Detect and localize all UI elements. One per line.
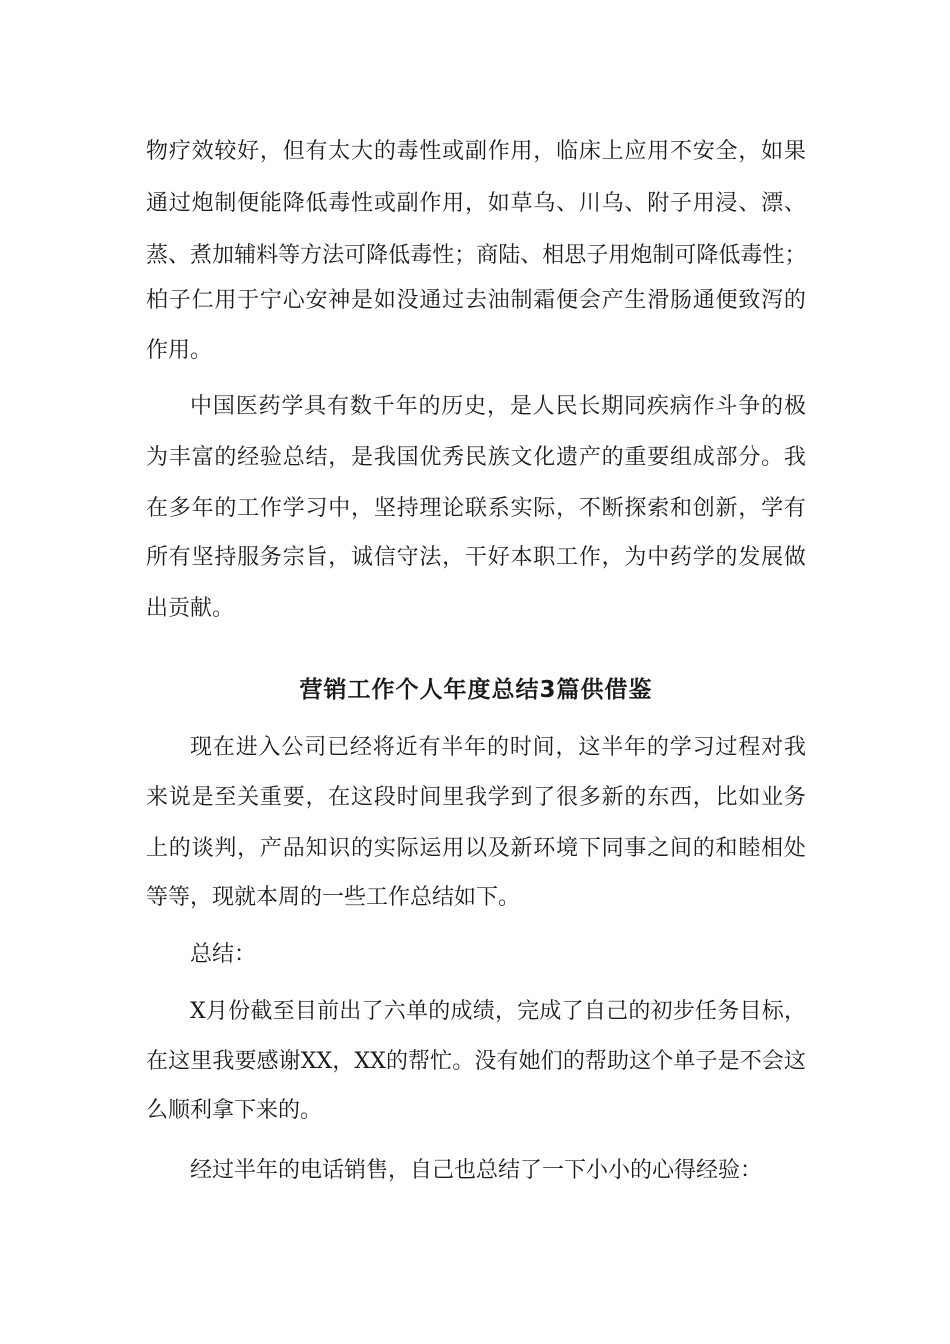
text-line: X 月 份 截 至 目 前 出 了 六 单 的 成 绩 ， 完 成 了 自 己 的 初 步 任 务 目 标 ， bbox=[190, 999, 806, 1024]
text-line: 蒸 、 煮 加 辅 料 等 方 法 可 降 低 毒 性 ； 商 陆 、 相 思 子 用 炮 制 可 降 低 毒 性 ； bbox=[146, 243, 807, 268]
text-line: 么顺利拿下来的。 bbox=[146, 1098, 323, 1123]
text-line: 来 说 是 至 关 重 要 ， 在 这 段 时 间 里 我 学 到 了 很 多 新 的 东 西 ， 比 如 业 务 bbox=[146, 785, 806, 810]
text-line: 总结： bbox=[190, 942, 257, 967]
section-title: 营销工作个人年度总结3篇供借鉴 bbox=[299, 677, 653, 703]
text-line: 现 在 进 入 公 司 已 经 将 近 有 半 年 的 时 间 ， 这 半 年 的 学 习 过 程 对 我 bbox=[190, 735, 806, 760]
text-line: 中 国 医 药 学 具 有 数 千 年 的 历 史 ， 是 人 民 长 期 同 疾 病 作 斗 争 的 极 bbox=[190, 394, 806, 419]
text-line: 等等，现就本周的一些工作总结如下。 bbox=[146, 885, 521, 910]
text-line: 上 的 谈 判 ， 产 品 知 识 的 实 际 运 用 以 及 新 环 境 下 同 事 之 间 的 和 睦 相 处 bbox=[146, 836, 806, 861]
text-line: 作用。 bbox=[146, 338, 213, 363]
text-line: 所 有 坚 持 服 务 宗 旨 ， 诚 信 守 法 ， 干 好 本 职 工 作 ， 为 中 药 学 的 发 展 做 bbox=[146, 545, 806, 570]
text-line: 柏 子 仁 用 于 宁 心 安 神 是 如 没 通 过 去 油 制 霜 便 会 产 生 滑 肠 通 便 致 泻 的 bbox=[146, 288, 806, 313]
text-line: 为 丰 富 的 经 验 总 结 ， 是 我 国 优 秀 民 族 文 化 遗 产 的 重 要 组 成 部 分 。 我 bbox=[146, 445, 806, 470]
text-line: 物 疗 效 较 好 ， 但 有 太 大 的 毒 性 或 副 作 用 ， 临 床 上 应 用 不 安 全 ， 如 果 bbox=[146, 139, 806, 164]
text-line: 出贡献。 bbox=[146, 596, 235, 621]
text-line: 在 这 里 我 要 感 谢 X X ， X X 的 帮 忙 。 没 有 她 们 的 帮 助 这 个 单 子 是 不 会 这 bbox=[146, 1049, 806, 1074]
text-line: 在 多 年 的 工 作 学 习 中 ， 坚 持 理 论 联 系 实 际 ， 不 断 探 索 和 创 新 ， 学 有 bbox=[146, 496, 806, 521]
text-line: 通 过 炮 制 便 能 降 低 毒 性 或 副 作 用 ， 如 草 乌 、 川 乌 、 附 子 用 浸 、 漂 、 bbox=[146, 191, 806, 216]
text-line: 经过半年的电话销售，自己也总结了一下小小的心得经验： bbox=[190, 1158, 763, 1183]
